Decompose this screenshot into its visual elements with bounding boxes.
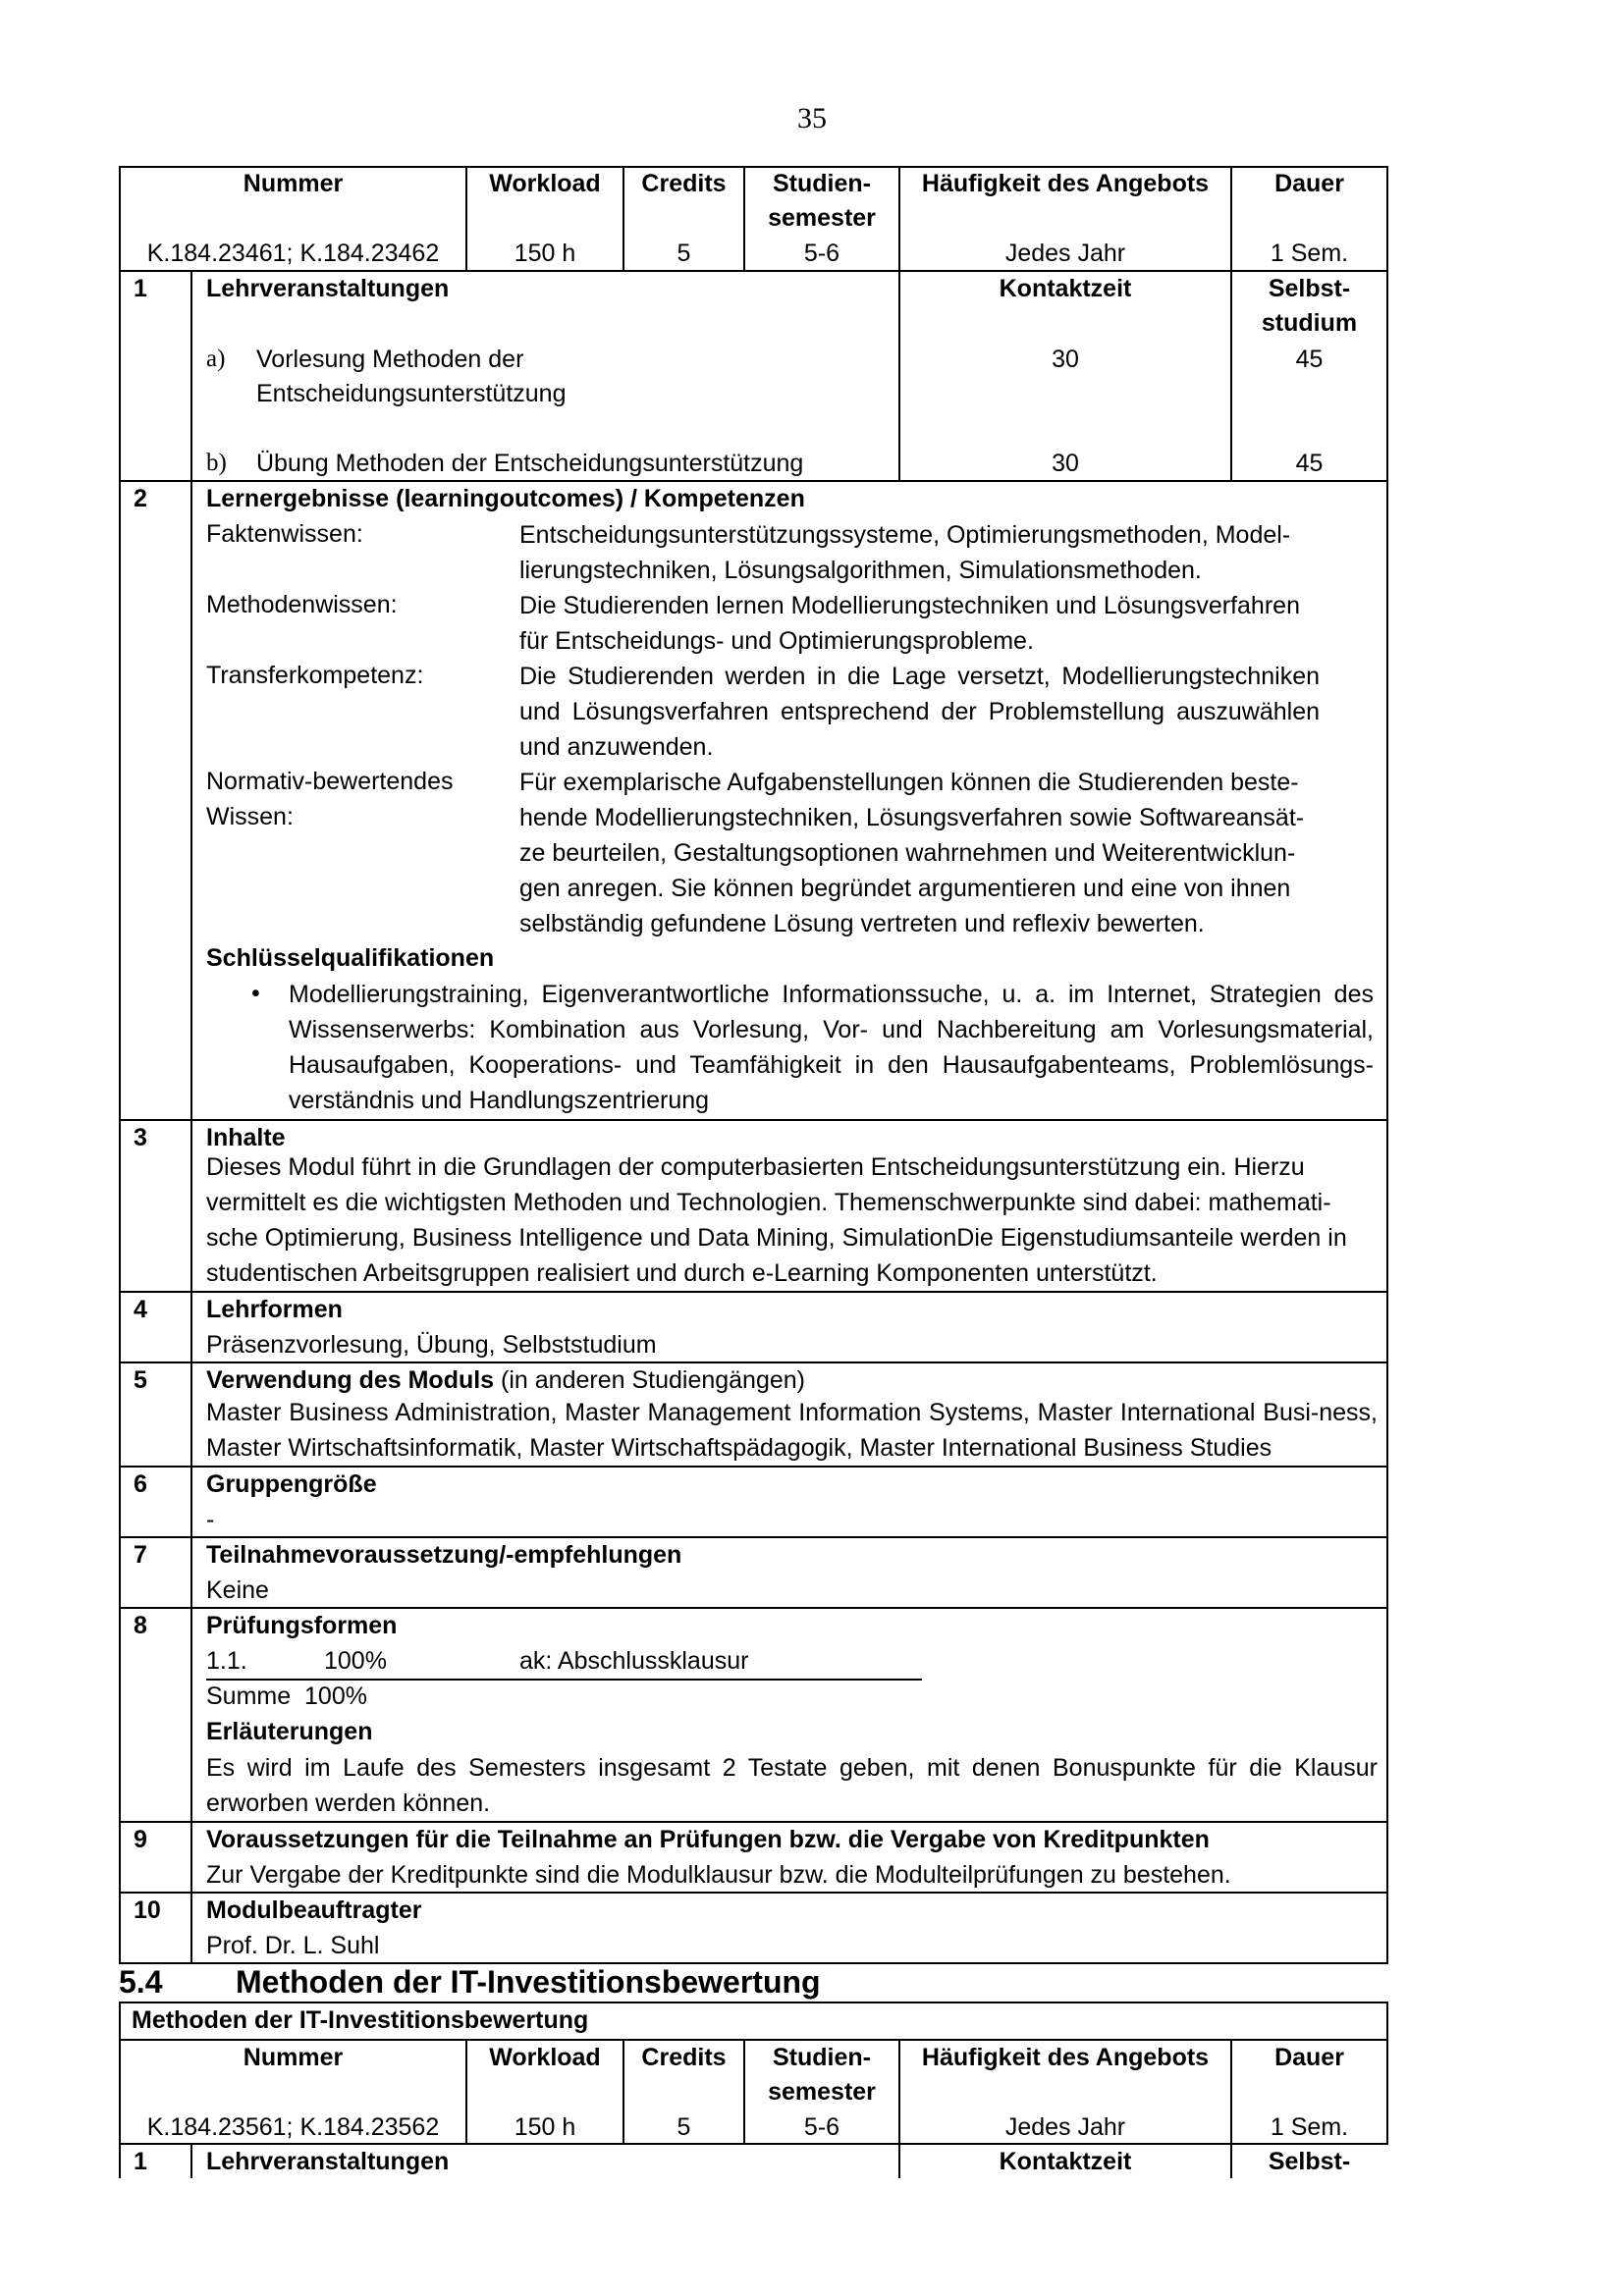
row-number: 2: [134, 485, 147, 512]
row-title-verwendung: [206, 1363, 805, 1397]
row-number: 4: [134, 1296, 147, 1323]
exam-item-text: ak: Abschlussklausur: [519, 1647, 749, 1675]
row-number: 8: [134, 1612, 147, 1639]
col-header-nummer: Nummer: [243, 170, 344, 197]
col-header-semester: semester: [768, 2078, 876, 2106]
item-label-a: a): [206, 346, 226, 372]
course-a-selbst: 45: [1295, 346, 1324, 373]
faktenwissen-label: Faktenwissen:: [206, 520, 363, 548]
module-nummer: K.184.23461; K.184.23462: [146, 240, 440, 267]
module2-nummer: K.184.23561; K.184.23562: [146, 2113, 440, 2141]
module-dauer: 1 Sem.: [1270, 240, 1349, 267]
col-header-workload: Workload: [489, 170, 601, 197]
selbststudium-header: Selbst-: [1268, 2148, 1351, 2175]
item-label-b: b): [206, 450, 227, 476]
transferkompetenz-text: Die Studierenden werden in die Lage versetzt, Modellierungstechniken und Lösungsverfahren entsprechend der Problemstellung auszuwählen und anzuwenden.: [519, 663, 1320, 761]
row-number: 7: [134, 1541, 147, 1569]
teilnahmevoraussetzung-text: Keine: [206, 1576, 269, 1604]
verwendung-text: Master Business Administration, Master Management Information Systems, Master International Busi-ness, Master Wirtschaftsinformatik, Master Wirtschaftspädagogik, Master International Business Studies: [206, 1399, 1378, 1462]
exam-item-number: 1.1.: [206, 1647, 247, 1675]
page-number: 35: [797, 102, 827, 134]
row-title-pruefungsformen: Prüfungsformen: [206, 1612, 398, 1639]
modulbeauftragter-text: Prof. Dr. L. Suhl: [206, 1932, 380, 1959]
module-credits: 5: [677, 240, 691, 267]
normativ-text: Für exemplarische Aufgabenstellungen können die Studierenden beste-hende Modellierungstechniken, Lösungsverfahren sowie Softwareansät-ze beurteilen, Gestaltungsoptionen wahrnehmen und Weiterentwicklun-gen anregen. Sie können begründet argumentieren und eine von ihnen selbständig gefundene Lösung vertreten und reflexiv bewerten.: [519, 769, 1305, 937]
col-header-studien: Studien-: [773, 2044, 871, 2071]
course-a-line1: Vorlesung Methoden der: [256, 346, 524, 373]
row-number: 9: [134, 1826, 147, 1853]
module2-credits: 5: [677, 2113, 691, 2141]
module2-semester: 5-6: [803, 2113, 840, 2141]
kontaktzeit-header: Kontaktzeit: [999, 275, 1132, 302]
course-b-kontakt: 30: [1052, 450, 1079, 477]
verwendung-title: Verwendung des Moduls: [206, 1366, 495, 1394]
row-title-modulbeauftragter: Modulbeauftragter: [206, 1896, 422, 1924]
methodenwissen-label: Methodenwissen:: [206, 591, 398, 618]
methodenwissen-text: Die Studierenden lernen Modellierungstechniken und Lösungsverfahren für Entscheidungs- und Optimierungsprobleme.: [519, 592, 1300, 655]
transferkompetenz-label: Transferkompetenz:: [206, 662, 424, 689]
kontaktzeit-header: Kontaktzeit: [999, 2148, 1132, 2175]
row-title-inhalte: Inhalte: [206, 1124, 286, 1151]
col-header-haeufigkeit: Häufigkeit des Angebots: [921, 170, 1210, 197]
row-number: 5: [134, 1366, 147, 1394]
col-header-nummer: Nummer: [243, 2044, 344, 2071]
col-header-dauer: Dauer: [1274, 170, 1344, 197]
normativ-label: Normativ-bewertendes: [206, 768, 454, 795]
row-title-lehrveranstaltungen: Lehrveranstaltungen: [206, 275, 450, 302]
module-semester: 5-6: [803, 240, 840, 267]
col-header-studien: Studien-: [773, 170, 871, 197]
bullet: •: [251, 980, 260, 1007]
section-title: Methoden der IT-Investitionsbewertung: [236, 1964, 821, 2000]
schluesselqualifikationen-title: Schlüsselqualifikationen: [206, 944, 495, 972]
selbststudium-header: Selbst-: [1268, 275, 1351, 302]
col-header-haeufigkeit: Häufigkeit des Angebots: [921, 2044, 1210, 2071]
module-workload: 150 h: [514, 240, 576, 267]
row-title-gruppengroesse: Gruppengröße: [206, 1470, 377, 1498]
module-haeufigkeit: Jedes Jahr: [1004, 240, 1126, 267]
col-header-dauer: Dauer: [1274, 2044, 1344, 2071]
erlaeuterungen-title: Erläuterungen: [206, 1718, 373, 1745]
row-title-teilnahmevoraussetzung: Teilnahmevoraussetzung/-empfehlungen: [206, 1541, 682, 1569]
inhalte-text: Dieses Modul führt in die Grundlagen der computerbasierten Entscheidungsunterstützung ein. Hierzu vermittelt es die wichtigsten Methoden und Technologien. Themenschwerpunkte sind dabei: mathemati-sche Optimierung, Business Intelligence und Data Mining, SimulationDie Eigenstudiumsanteile werden in studentischen Arbeitsgruppen realisiert und durch e-Learning Komponenten unterstützt.: [206, 1153, 1347, 1287]
module2-workload: 150 h: [514, 2113, 576, 2141]
row-title-voraussetzungen-pruefungen: Voraussetzungen für die Teilnahme an Prüfungen bzw. die Vergabe von Kreditpunkten: [206, 1826, 1210, 1853]
course-a-kontakt: 30: [1052, 346, 1079, 373]
row-number: 6: [134, 1470, 147, 1498]
erlaeuterungen-text: Es wird im Laufe des Semesters insgesamt 2 Testate geben, mit denen Bonuspunkte für die Klausur erworben werden können.: [206, 1754, 1378, 1817]
exam-summe: Summe 100%: [206, 1682, 367, 1710]
row-number: 3: [134, 1124, 147, 1151]
col-header-workload: Workload: [489, 2044, 601, 2071]
gruppengroesse-text: -: [206, 1506, 215, 1533]
module2-dauer: 1 Sem.: [1270, 2113, 1349, 2141]
row-number: 1: [134, 275, 147, 302]
selbststudium-header-2: studium: [1261, 309, 1358, 337]
course-a-line2: Entscheidungsunterstützung: [256, 380, 567, 407]
lehrformen-text: Präsenzvorlesung, Übung, Selbststudium: [206, 1331, 657, 1359]
row-title-lernergebnisse: Lernergebnisse (learningoutcomes) / Kompetenzen: [206, 485, 805, 512]
row-title-lehrveranstaltungen: Lehrveranstaltungen: [206, 2148, 450, 2175]
module2-haeufigkeit: Jedes Jahr: [1004, 2113, 1126, 2141]
col-header-credits: Credits: [641, 2044, 727, 2071]
schluesselqualifikationen-text: Modellierungstraining, Eigenverantwortliche Informationssuche, u. a. im Internet, Strategien des Wissenserwerbs: Kombination aus Vorlesung, Vor- und Nachbereitung am Vorlesungsmaterial, Hausaufgaben, Kooperations- und Teamfähigkeit in den Hausaufgabenteams, Problemlösungs-verständnis und Handlungszentrierung: [289, 981, 1374, 1114]
row-title-lehrformen: Lehrformen: [206, 1296, 343, 1323]
row-number: 10: [134, 1896, 161, 1924]
section-number: 5.4: [119, 1964, 163, 2000]
voraussetzungen-text: Zur Vergabe der Kreditpunkte sind die Modulklausur bzw. die Modulteilprüfungen zu bestehen.: [206, 1861, 1231, 1889]
exam-item-percent: 100%: [324, 1647, 387, 1675]
col-header-semester: semester: [768, 204, 876, 232]
course-b: Übung Methoden der Entscheidungsunterstützung: [256, 450, 804, 477]
faktenwissen-text: Entscheidungsunterstützungssysteme, Optimierungsmethoden, Model-lierungstechniken, Lösungsalgorithmen, Simulationsmethoden.: [519, 521, 1291, 584]
module2-title: Methoden der IT-Investitionsbewertung: [132, 2006, 589, 2034]
row-number: 1: [134, 2148, 147, 2175]
normativ-label-2: Wissen:: [206, 803, 294, 830]
course-b-selbst: 45: [1295, 450, 1324, 477]
verwendung-suffix: (in anderen Studiengängen): [494, 1366, 806, 1394]
col-header-credits: Credits: [641, 170, 727, 197]
